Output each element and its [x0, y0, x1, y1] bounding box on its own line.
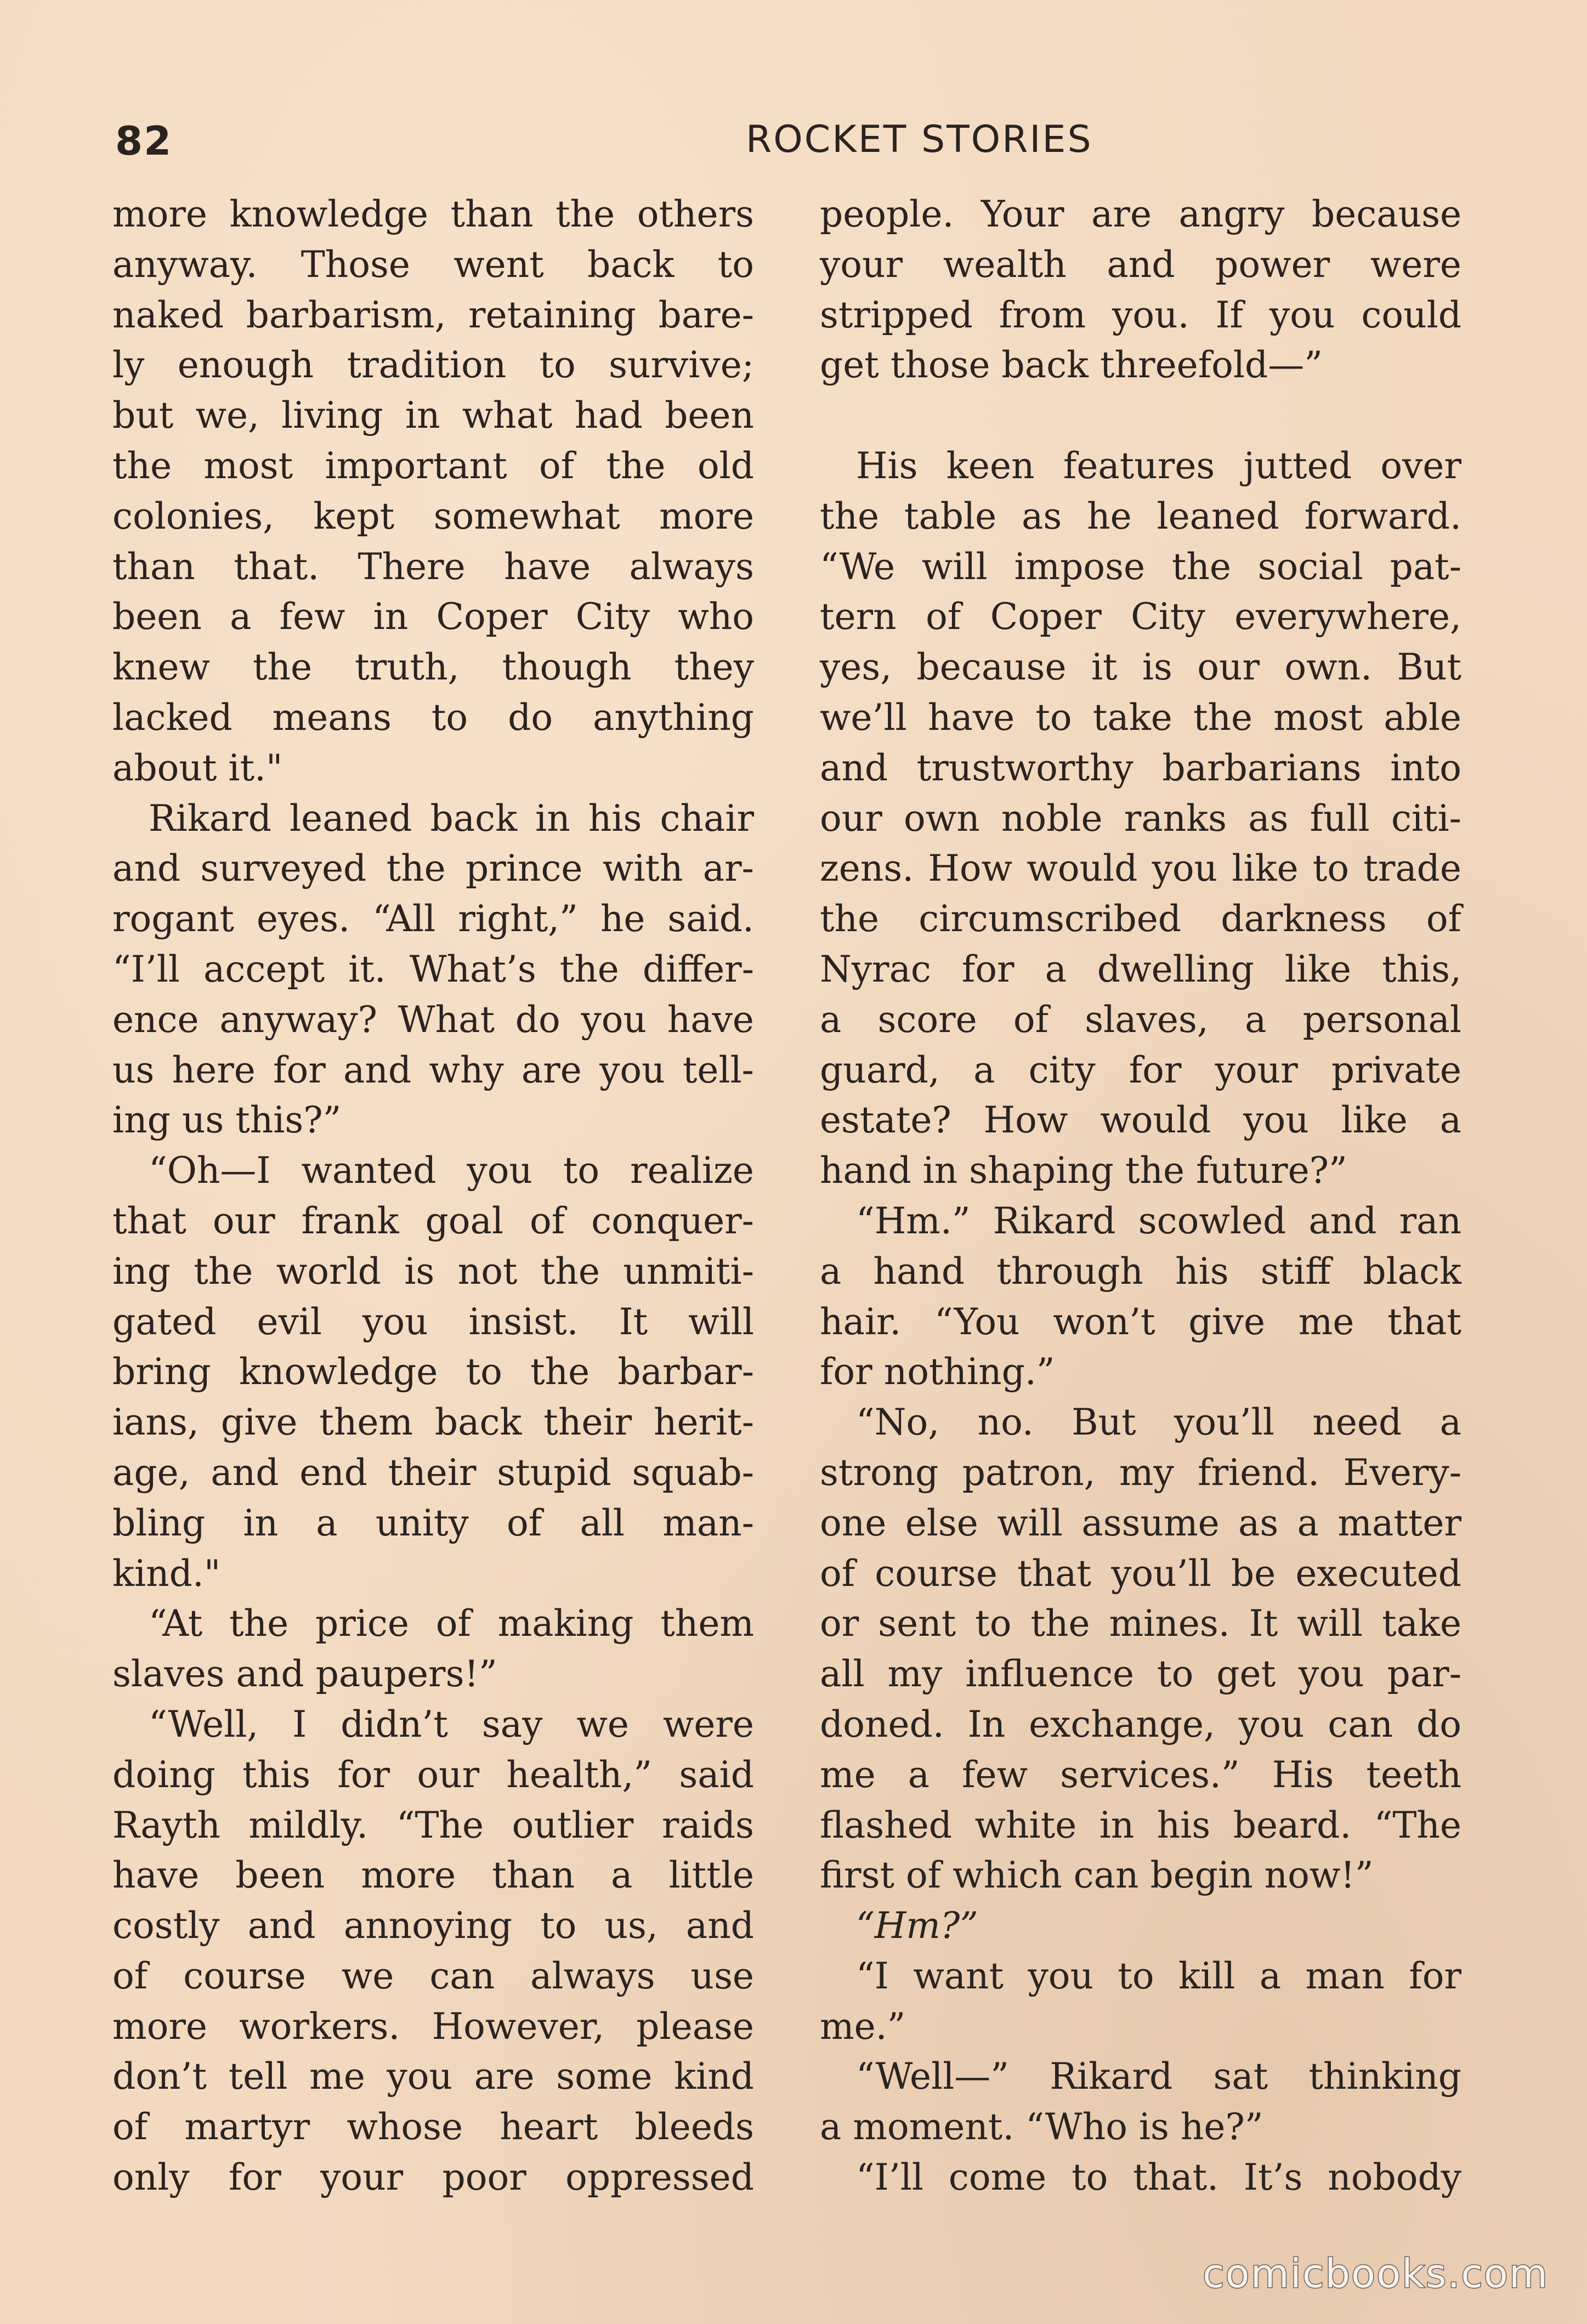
text-line: “At the price of making them [149, 1602, 754, 1645]
text-line: colonies, kept somewhat more [112, 495, 754, 537]
text-line: doned. In exchange, you can do [820, 1703, 1461, 1745]
text-line: a hand through his stiff black [820, 1250, 1461, 1293]
text-line: Rikard leaned back in his chair [149, 797, 754, 840]
text-line: for nothing.” [820, 1351, 1055, 1393]
text-line: “Oh—I wanted you to realize [149, 1149, 754, 1192]
text-line: our own noble ranks as full citi- [820, 797, 1461, 840]
text-line: don’t tell me you are some kind [112, 2055, 754, 2098]
text-line: the circumscribed darkness of [820, 898, 1461, 940]
text-line: flashed white in his beard. “The [820, 1804, 1461, 1846]
text-line: more workers. However, please [112, 2005, 754, 2048]
watermark: comicbooks.com [1202, 2251, 1549, 2297]
text-line: “I’ll come to that. It’s nobody [856, 2156, 1461, 2199]
text-line: the most important of the old [112, 444, 754, 487]
text-line: ing the world is not the unmiti- [112, 1250, 754, 1293]
text-line: costly and annoying to us, and [112, 1904, 754, 1947]
text-line: hand in shaping the future?” [820, 1149, 1347, 1192]
text-line: been a few in Coper City who [112, 596, 754, 638]
text-line: ians, give them back their herit- [112, 1401, 754, 1444]
text-line: of course we can always use [112, 1954, 754, 1997]
text-line: have been more than a little [112, 1854, 754, 1897]
text-line: kind." [112, 1552, 221, 1595]
text-line: Rayth mildly. “The outlier raids [112, 1804, 754, 1846]
text-line: zens. How would you like to trade [820, 847, 1461, 890]
running-head: ROCKET STORIES [746, 118, 1093, 161]
page-header [115, 118, 1472, 167]
text-line: strong patron, my friend. Every- [820, 1451, 1461, 1494]
left-column [112, 189, 754, 2203]
text-line: and surveyed the prince with ar- [112, 847, 754, 890]
text-line: “Well, I didn’t say we were [149, 1703, 754, 1745]
text-line: naked barbarism, retaining bare- [112, 293, 754, 336]
text-line: your wealth and power were [820, 243, 1461, 286]
text-line: yes, because it is our own. But [820, 646, 1461, 689]
text-line: tern of Coper City everywhere, [820, 596, 1461, 638]
text-line: “Hm?” [856, 1904, 979, 1947]
text-line: about it." [112, 746, 283, 789]
text-line: estate? How would you like a [820, 1099, 1461, 1142]
right-column [820, 189, 1461, 2203]
text-line: of course that you’ll be executed [820, 1552, 1461, 1595]
text-line: but we, living in what had been [112, 394, 754, 437]
text-line: “Hm.” Rikard scowled and ran [856, 1199, 1461, 1242]
text-line: me a few services.” His teeth [820, 1753, 1461, 1796]
text-line: ing us this?” [112, 1099, 342, 1142]
text-line: gated evil you insist. It will [112, 1300, 754, 1343]
text-line: the table as he leaned forward. [820, 495, 1461, 537]
text-line: “No, no. But you’ll need a [856, 1401, 1461, 1444]
text-line: a score of slaves, a personal [820, 998, 1461, 1041]
text-line: ence anyway? What do you have [112, 998, 754, 1041]
text-line: doing this for our health,” said [112, 1753, 754, 1796]
text-line: slaves and paupers!” [112, 1653, 497, 1696]
text-line: one else will assume as a matter [820, 1501, 1461, 1544]
text-line: and trustworthy barbarians into [820, 746, 1461, 789]
text-line: “Well—” Rikard sat thinking [856, 2055, 1461, 2098]
text-line: all my influence to get you par- [820, 1653, 1461, 1696]
text-line: rogant eyes. “All right,” he said. [112, 898, 754, 940]
text-line: “I’ll accept it. What’s the differ- [112, 948, 754, 990]
text-line: Nyrac for a dwelling like this, [820, 948, 1461, 990]
text-line: lacked means to do anything [112, 696, 754, 739]
text-line: we’ll have to take the most able [820, 696, 1461, 739]
text-line: age, and end their stupid squab- [112, 1451, 754, 1494]
text-line: of martyr whose heart bleeds [112, 2106, 754, 2149]
text-line: than that. There have always [112, 545, 754, 588]
text-line: “We will impose the social pat- [820, 545, 1461, 588]
text-line: anyway. Those went back to [112, 243, 754, 286]
text-line: me.” [820, 2005, 906, 2048]
text-line: hair. “You won’t give me that [820, 1300, 1461, 1343]
text-line: or sent to the mines. It will take [820, 1602, 1461, 1645]
text-line: more knowledge than the others [112, 193, 754, 235]
text-line: stripped from you. If you could [820, 293, 1461, 336]
text-line: guard, a city for your private [820, 1048, 1461, 1091]
text-line: His keen features jutted over [856, 444, 1461, 487]
text-line: bling in a unity of all man- [112, 1501, 754, 1544]
text-line: us here for and why are you tell- [112, 1048, 754, 1091]
text-line: people. Your are angry because [820, 193, 1461, 235]
text-line: “I want you to kill a man for [856, 1954, 1461, 1997]
text-line: get those back threefold—” [820, 344, 1323, 387]
text-line: that our frank goal of conquer- [112, 1199, 754, 1242]
text-line: only for your poor oppressed [112, 2156, 754, 2199]
text-line: a moment. “Who is he?” [820, 2106, 1263, 2149]
page-number: 82 [115, 118, 173, 164]
text-line: knew the truth, though they [112, 646, 754, 689]
text-line [820, 390, 1461, 441]
text-line: bring knowledge to the barbar- [112, 1351, 754, 1393]
text-line: first of which can begin now!” [820, 1854, 1374, 1897]
text-line: ly enough tradition to survive; [112, 344, 754, 387]
